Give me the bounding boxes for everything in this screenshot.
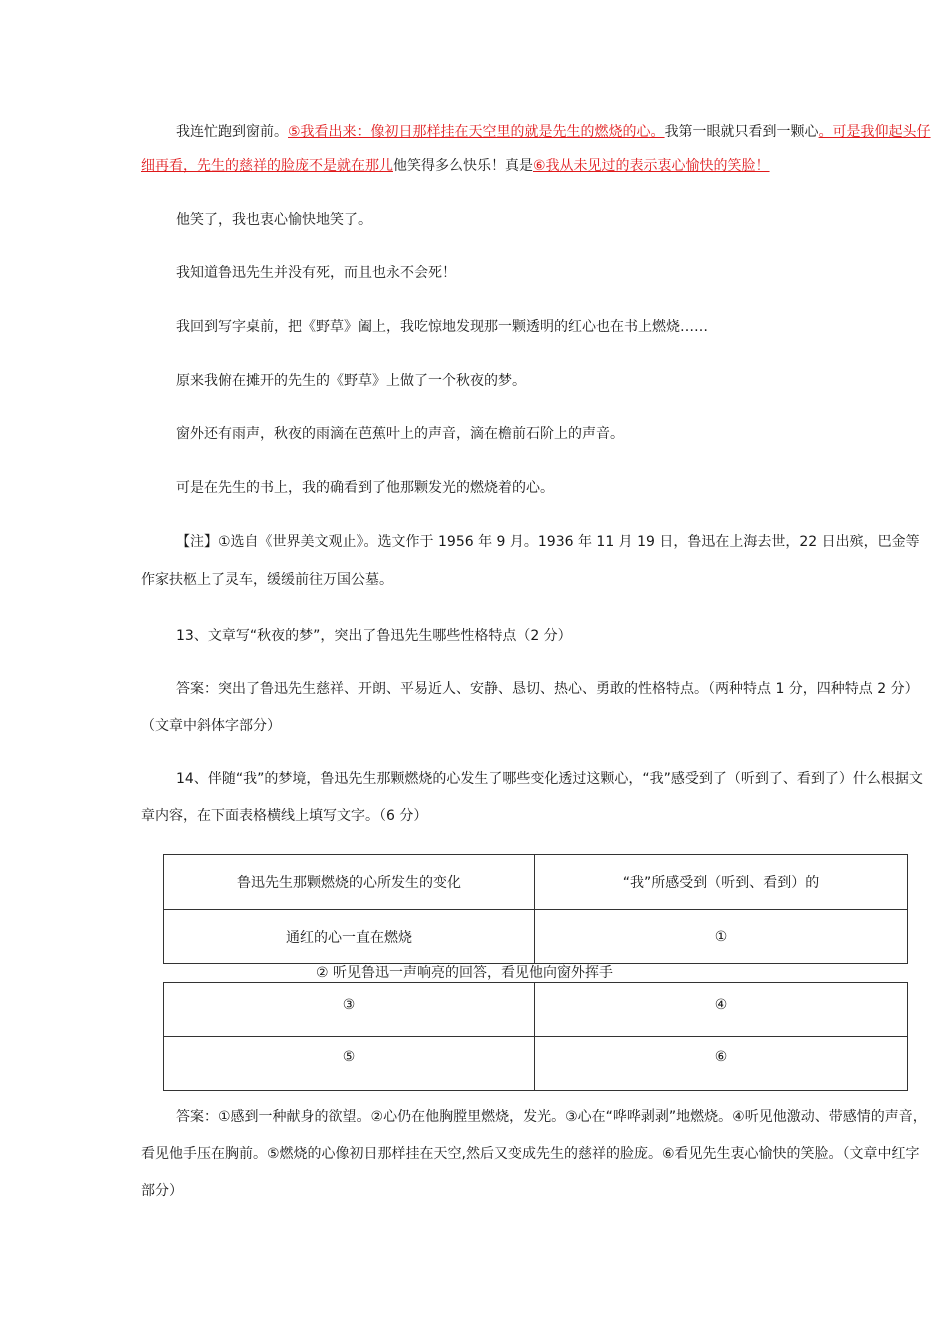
red-highlight-6: ⑥我从未见过的表示衷心愉快的笑脸！ [533,158,770,174]
answer-table-top [163,854,908,964]
table-header-left: 鲁迅先生那颗燃烧的心所发生的变化 [164,855,535,910]
note-text: ①选自《世界美文观止》。选文作于 1956 年 9 月。1936 年 11 月 19 日，鲁迅在上海去世，22 日出殡，巴金等作家扶柩上了灵车，缓缓前往万国公墓。 [141,534,920,588]
red-highlight-face: 。可是我仰起头仔细再看，先生的慈祥的脸庞不是就在那儿 [141,124,931,174]
table-row [164,1037,908,1091]
table-cell-blank-5: ⑤ [164,1037,535,1091]
table-header-right: “我”所感受到（听到、看到）的 [535,855,908,910]
table-cell-blank-1: ① [535,910,908,964]
table-cell-blank-3: ③ [164,983,535,1037]
answer-13: 答案：突出了鲁迅先生慈祥、开朗、平易近人、安静、恳切、热心、勇敢的性格特点。（两种特点 1 分，四种特点 2 分）（文章中斜体字部分） [141,681,919,734]
table-row [164,983,908,1037]
table-cell-change-1: 通红的心一直在燃烧 [164,910,535,964]
table-cell-blank-4: ④ [535,983,908,1037]
note-paragraph [141,523,931,599]
paragraph-4: 我回到写字桌前，把《野草》阖上，我吃惊地发现那一颗透明的红心也在书上燃烧…… [176,319,708,335]
paragraph-1: 我连忙跑到窗前。⑤我看出来：像初日那样挂在天空里的就是先生的燃烧的心。我第一眼就只看到一颗心。可是我仰起头仔细再看，先生的慈祥的脸庞不是就在那儿他笑得多么快乐！真是⑥我从未见过的表示衷心愉快的笑脸！ [141,124,931,174]
note-label: 【注】 [176,534,218,550]
paragraph-5: 原来我俯在摊开的先生的《野草》上做了一个秋夜的梦。 [176,373,526,389]
answer-table-bottom [163,982,908,1091]
paragraph-7: 可是在先生的书上，我的确看到了他那颗发光的燃烧着的心。 [176,480,554,496]
paragraph-3: 我知道鲁迅先生并没有死，而且也永不会死！ [176,265,456,281]
table-header-row [164,855,908,910]
table-interrupt-line: ② 听见鲁迅一声响亮的回答，看见他向窗外挥手 [316,965,613,981]
paragraph-6: 窗外还有雨声，秋夜的雨滴在芭蕉叶上的声音，滴在檐前石阶上的声音。 [176,426,624,442]
question-14: 14、伴随“我”的梦境，鲁迅先生那颗燃烧的心发生了哪些变化透过这颗心，“我”感受到了（听到了、看到了）什么根据文章内容，在下面表格横线上填写文字。（6 分） [141,771,923,824]
paragraph-2: 他笑了，我也衷心愉快地笑了。 [176,212,372,228]
question-13: 13、文章写“秋夜的梦”，突出了鲁迅先生哪些性格特点（2 分） [176,628,572,644]
red-highlight-5: ⑤我看出来：像初日那样挂在天空里的就是先生的燃烧的心。 [288,124,665,140]
table-row [164,910,908,964]
table-cell-blank-6: ⑥ [535,1037,908,1091]
answer-14: 答案：①感到一种献身的欲望。②心仍在他胸膛里燃烧，发光。③心在“哗哗剥剥”地燃烧。④听见他激动、带感情的声音，看见他手压在胸前。⑤燃烧的心像初日那样挂在天空,然后又变成先生的慈祥的脸庞。⑥看见先生衷心愉快的笑脸。（文章中红字部分） [141,1109,927,1199]
